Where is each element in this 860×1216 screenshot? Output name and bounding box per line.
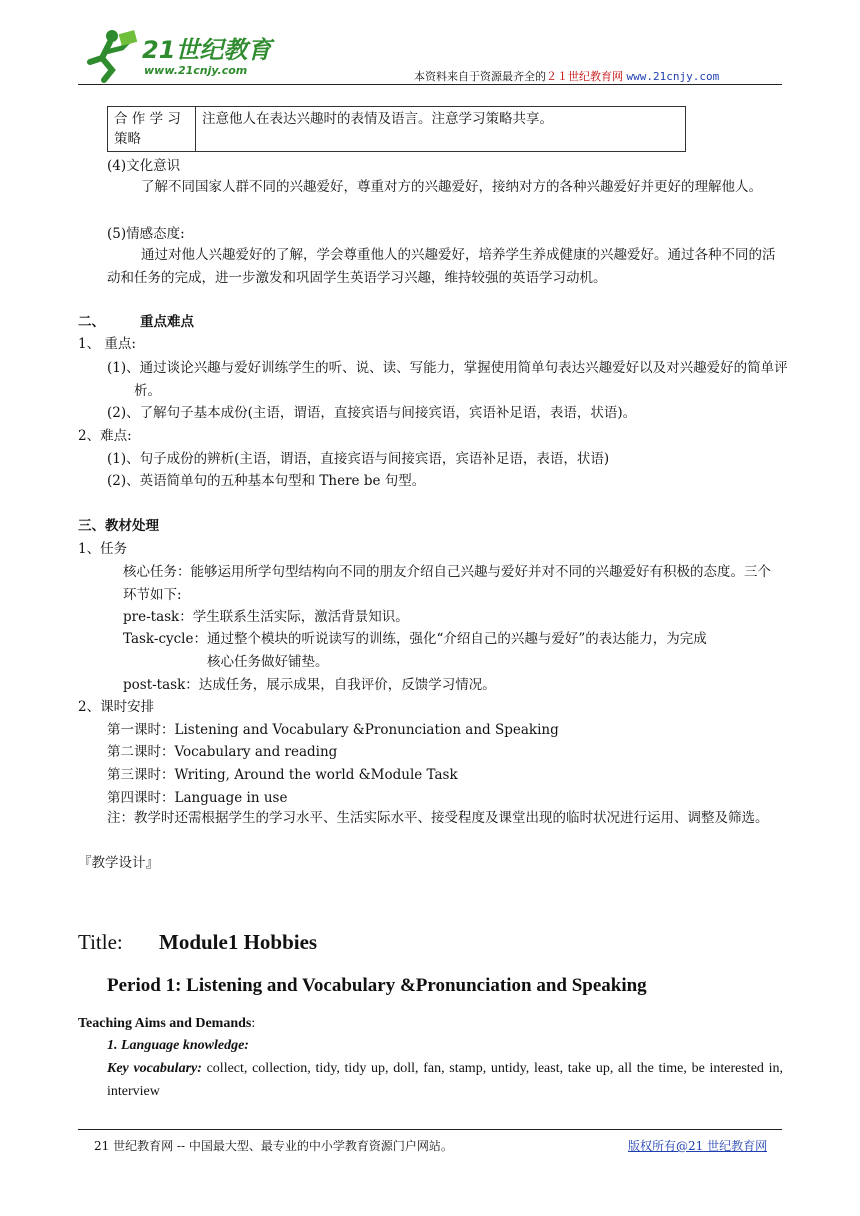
table-content-cell bbox=[196, 107, 686, 152]
aims-colon: : bbox=[251, 1016, 256, 1031]
aims-heading: Teaching Aims and Demands bbox=[78, 1016, 252, 1031]
footer-copyright-link[interactable]: 版权所有@21 世纪教育网 bbox=[628, 1139, 768, 1153]
key-vocabulary-text: collect, collection, tidy, tidy up, doll, fan, stamp, untidy, least, take up, all the time, be interested in, interview bbox=[107, 1061, 783, 1099]
period-1: 第一课时：Listening and Vocabulary &Pronunciation and Speaking bbox=[107, 722, 559, 738]
footer-left: 21 世纪教育网 -- 中国最大型、最专业的中小学教育资源门户网站。 bbox=[94, 1139, 453, 1153]
key-vocabulary-label: Key vocabulary: bbox=[107, 1061, 202, 1076]
logo-text: 21世纪教育 bbox=[142, 36, 272, 64]
emotion-text: 通过对他人兴趣爱好的了解，学会尊重他人的兴趣爱好，培养学生养成健康的兴趣爱好。通过各种不同的活动和任务的完成，进一步激发和巩固学生英语学习兴趣，维持较强的英语学习动机。 bbox=[107, 247, 776, 286]
key-label: 1、 重点: bbox=[78, 336, 136, 352]
header-source-url[interactable]: www.21cnjy.com bbox=[626, 70, 720, 83]
period-title: Period 1: Listening and Vocabulary &Pronunciation and Speaking bbox=[107, 975, 647, 996]
core-task: 核心任务：能够运用所学句型结构向不同的朋友介绍自己兴趣与爱好并对不同的兴趣爱好有积极的态度。三个环节如下: bbox=[123, 564, 771, 603]
period-3: 第三课时：Writing, Around the world &Module Task bbox=[107, 767, 458, 783]
emotion-heading: (5)情感态度: bbox=[107, 226, 185, 242]
teaching-note: 注：教学时还需根据学生的学习水平、生活实际水平、接受程度及课堂出现的临时状况进行运用、调整及筛选。 bbox=[107, 810, 769, 826]
task-label: 1、任务 bbox=[78, 541, 128, 557]
key-vocabulary bbox=[107, 1057, 783, 1103]
header-rule bbox=[78, 84, 782, 85]
section2-title: 重点难点 bbox=[140, 314, 194, 330]
pre-task: pre-task：学生联系生活实际，激活背景知识。 bbox=[123, 609, 409, 625]
logo-url: www.21cnjy.com bbox=[144, 64, 248, 77]
period-4: 第四课时：Language in use bbox=[107, 790, 288, 806]
strategy-table bbox=[107, 106, 686, 152]
aims-heading-line bbox=[78, 1014, 255, 1034]
header-source-site[interactable]: ２１世纪教育网 bbox=[546, 70, 623, 83]
runner-logo-icon bbox=[82, 28, 142, 84]
culture-heading: (4)文化意识 bbox=[107, 158, 181, 174]
language-knowledge: 1. Language knowledge: bbox=[107, 1038, 249, 1053]
culture-text: 了解不同国家人群不同的兴趣爱好，尊重对方的兴趣爱好，接纳对方的各种兴趣爱好并更好的理解他人。 bbox=[141, 179, 762, 195]
difficulty-point-1: (1)、句子成份的辨析(主语，谓语，直接宾语与间接宾语，宾语补足语，表语，状语) bbox=[107, 451, 610, 467]
site-logo bbox=[82, 28, 282, 84]
task-cycle-line1: Task-cycle：通过整个模块的听说读写的训练，强化“介绍自己的兴趣与爱好”的表达能力，为完成 bbox=[123, 631, 707, 647]
schedule-label: 2、课时安排 bbox=[78, 699, 155, 715]
module-title: Module1 Hobbies bbox=[159, 930, 318, 954]
section3-title: 三、教材处理 bbox=[78, 518, 159, 534]
table-label: 合 作 学 习 策略 bbox=[114, 111, 181, 147]
teaching-design-label: 『教学设计』 bbox=[78, 855, 159, 871]
post-task: post-task：达成任务，展示成果，自我评价，反馈学习情况。 bbox=[123, 677, 496, 693]
section2-num: 二、 bbox=[78, 314, 105, 330]
difficulty-point-2: (2)、英语简单句的五种基本句型和 There be 句型。 bbox=[107, 473, 426, 489]
header-source-prefix: 本资料来自于资源最齐全的 bbox=[414, 70, 546, 83]
table-content: 注意他人在表达兴趣时的表情及语言。注意学习策略共享。 bbox=[202, 111, 553, 127]
header-source-note bbox=[414, 68, 719, 84]
period-2: 第二课时：Vocabulary and reading bbox=[107, 744, 338, 760]
table-label-cell bbox=[108, 107, 196, 152]
table-row bbox=[108, 107, 686, 152]
title-label: Title: bbox=[78, 930, 123, 954]
task-cycle-line2: 核心任务做好铺垫。 bbox=[207, 654, 329, 670]
difficulty-label: 2、难点: bbox=[78, 428, 132, 444]
footer-rule bbox=[78, 1129, 782, 1130]
key-point-1: (1)、通过谈论兴趣与爱好训练学生的听、说、读、写能力，掌握使用简单句表达兴趣爱好以及对兴趣爱好的简单评析。 bbox=[107, 360, 788, 399]
key-point-2: (2)、了解句子基本成份(主语，谓语，直接宾语与间接宾语，宾语补足语，表语，状语)。 bbox=[107, 405, 637, 421]
